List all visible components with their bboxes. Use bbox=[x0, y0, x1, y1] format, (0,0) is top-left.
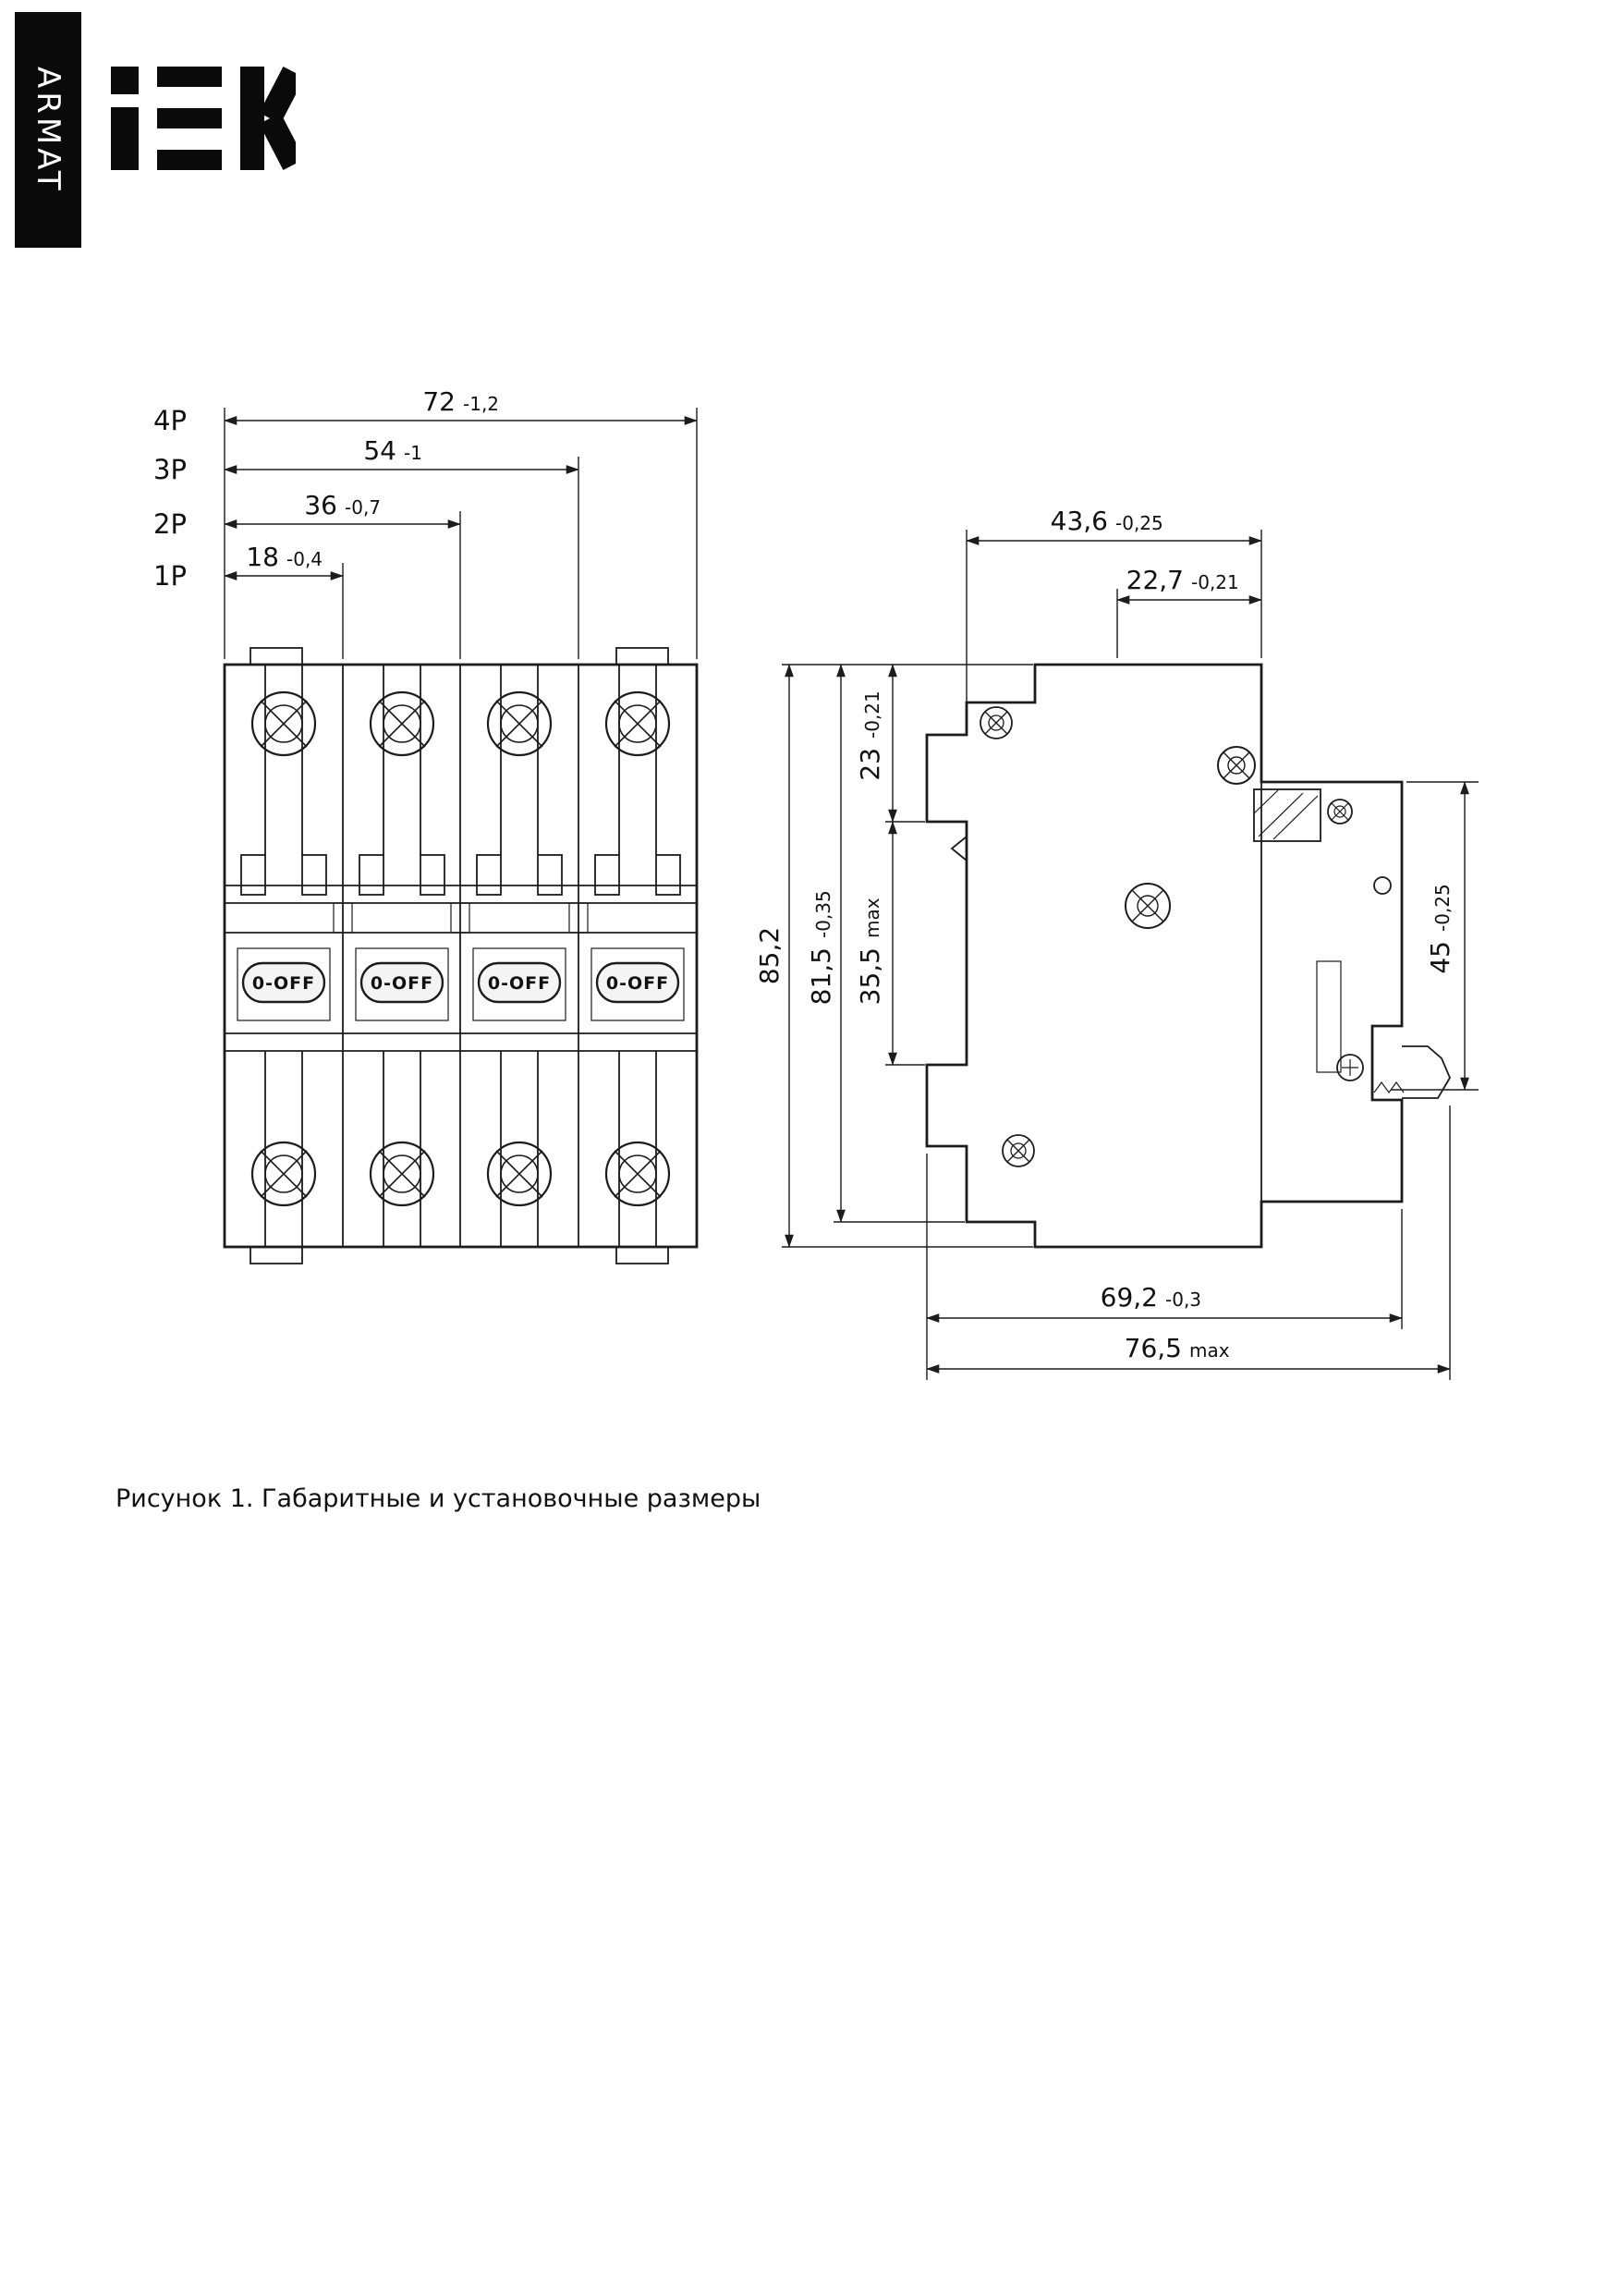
side-view-dimensions bbox=[754, 506, 1479, 1380]
dim-tolerance: -0,21 bbox=[1191, 571, 1239, 593]
screw-icon bbox=[1003, 1135, 1034, 1166]
pole-4 bbox=[591, 665, 684, 1247]
dim-tolerance: -0,3 bbox=[1165, 1288, 1202, 1311]
pole-count-label: 2P bbox=[153, 508, 187, 540]
screw-icon bbox=[606, 1142, 669, 1205]
dim-tolerance: -0,25 bbox=[1115, 512, 1163, 534]
screw-icon bbox=[371, 1142, 433, 1205]
pole-count-label: 4P bbox=[153, 405, 187, 436]
dim-suffix: max bbox=[1189, 1339, 1230, 1362]
front-view bbox=[225, 648, 697, 1264]
pole-3 bbox=[473, 665, 566, 1247]
front-view-dimensions bbox=[153, 386, 697, 659]
dim-45 bbox=[1425, 884, 1455, 973]
screw-icon bbox=[488, 1142, 551, 1205]
side-view bbox=[927, 665, 1450, 1247]
dim-23 bbox=[855, 690, 885, 780]
dim-tolerance: -0,4 bbox=[286, 548, 323, 570]
screw-icon bbox=[1328, 800, 1352, 824]
dim-value: 76,5 bbox=[1124, 1333, 1182, 1363]
dim-value: 35,5 bbox=[855, 947, 885, 1006]
dim-85-2 bbox=[754, 927, 785, 984]
figure-caption: Рисунок 1. Габаритные и установочные размеры bbox=[116, 1484, 761, 1513]
toggle-off-label: 0-OFF bbox=[370, 973, 434, 994]
dim-suffix: max bbox=[861, 898, 883, 938]
toggle-off-label: 0-OFF bbox=[487, 973, 552, 994]
pole-2 bbox=[356, 665, 448, 1247]
dim-tolerance: -1 bbox=[404, 442, 422, 464]
dim-value: 69,2 bbox=[1100, 1282, 1158, 1313]
screw-icon bbox=[252, 692, 315, 755]
pole-count-label: 1P bbox=[153, 560, 187, 592]
dim-tolerance: -0,25 bbox=[1431, 884, 1454, 932]
dim-value: 43,6 bbox=[1050, 506, 1108, 536]
screw-icon bbox=[606, 692, 669, 755]
dim-value: 23 bbox=[855, 748, 885, 781]
pole-1 bbox=[237, 665, 330, 1247]
dim-value: 36 bbox=[304, 490, 337, 520]
screw-icon bbox=[371, 692, 433, 755]
pole-count-label: 3P bbox=[153, 454, 187, 485]
screw-icon bbox=[252, 1142, 315, 1205]
screw-icon bbox=[1218, 747, 1255, 784]
dim-value: 85,2 bbox=[754, 926, 785, 985]
dim-value: 72 bbox=[422, 386, 456, 417]
dim-tolerance: -1,2 bbox=[463, 393, 500, 415]
dim-value: 54 bbox=[363, 435, 396, 466]
dim-tolerance: -0,35 bbox=[812, 890, 834, 938]
dim-value: 18 bbox=[246, 542, 279, 572]
dim-value: 22,7 bbox=[1126, 565, 1184, 595]
dim-tolerance: -0,7 bbox=[345, 496, 382, 519]
dim-tolerance: -0,21 bbox=[861, 690, 883, 739]
screw-icon bbox=[488, 692, 551, 755]
toggle-off-label: 0-OFF bbox=[251, 973, 316, 994]
dim-value: 45 bbox=[1425, 941, 1455, 974]
dim-value: 81,5 bbox=[806, 947, 836, 1006]
toggle-off-label: 0-OFF bbox=[605, 973, 670, 994]
armat-vertical-label: ARMAT bbox=[30, 66, 67, 194]
screw-icon bbox=[980, 707, 1012, 739]
dim-81-5 bbox=[806, 890, 836, 1005]
dim-35-5 bbox=[855, 898, 885, 1005]
rivet-icon bbox=[1126, 884, 1170, 928]
